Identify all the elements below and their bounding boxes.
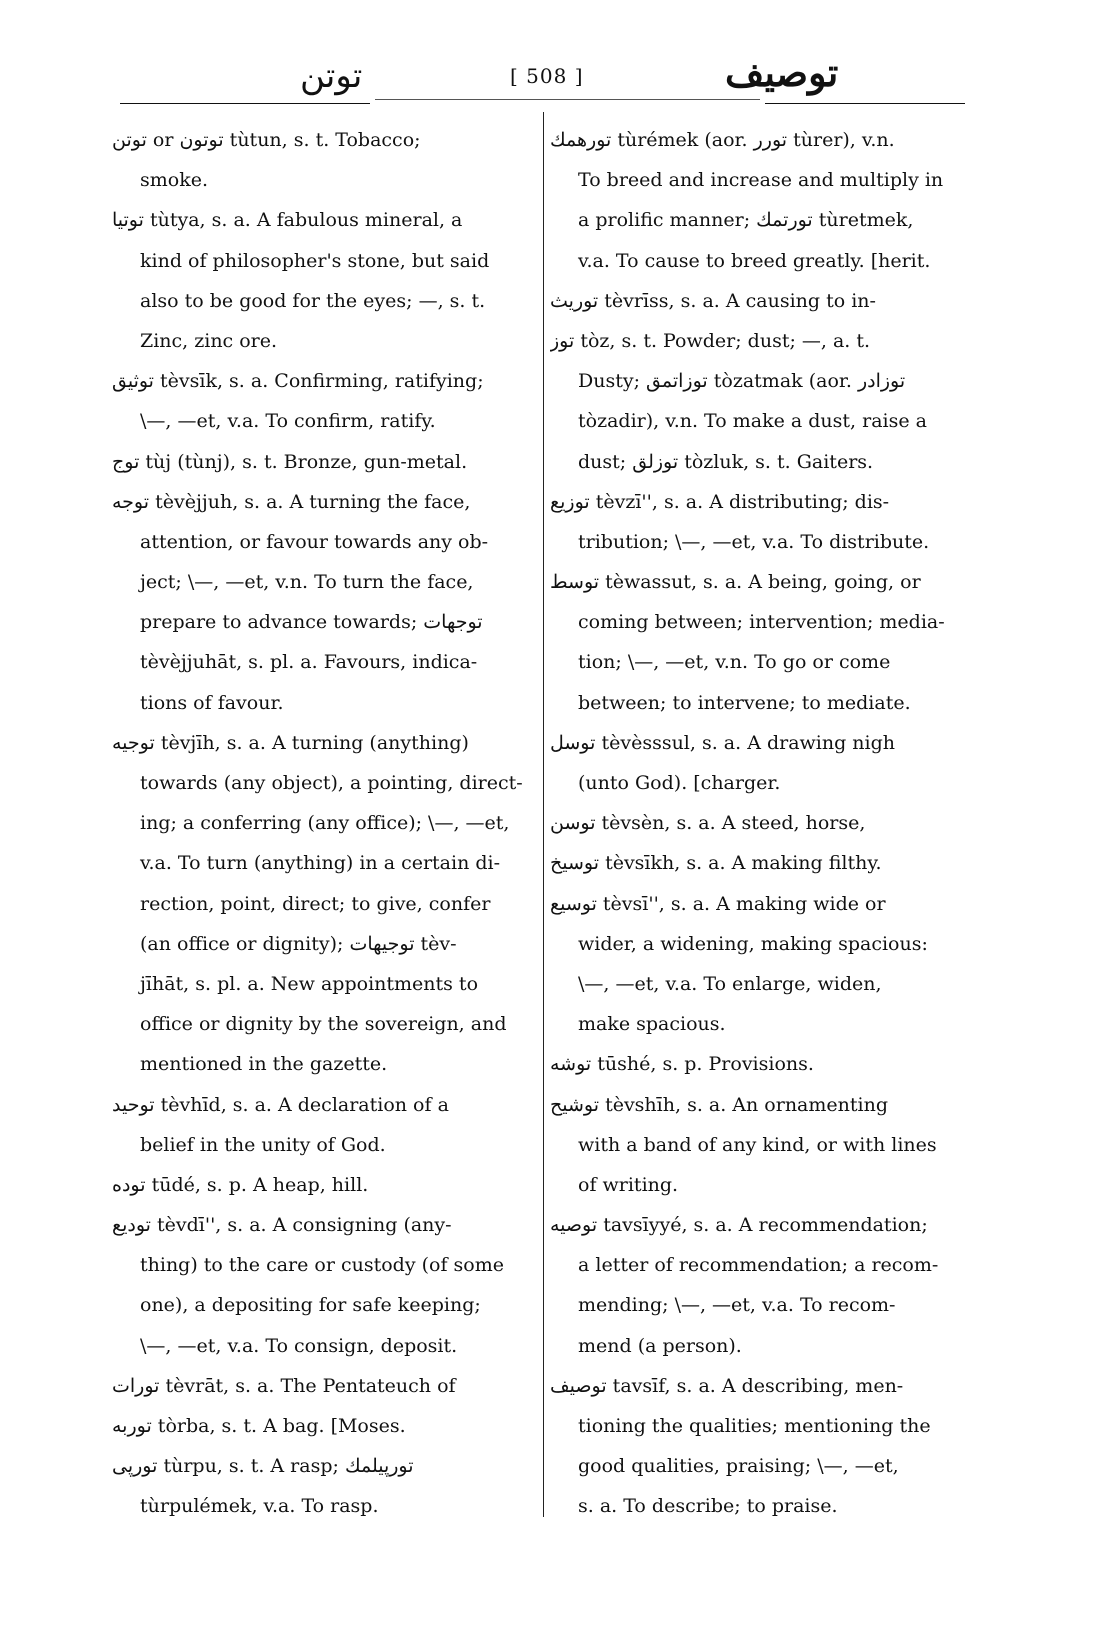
entry-headword-line: توده tūdé, s. p. A heap, hill. bbox=[112, 1173, 369, 1196]
header-rule-center bbox=[375, 99, 760, 100]
entry-continuation-line: one), a depositing for safe keeping; bbox=[140, 1294, 481, 1317]
entry-headword-line: توريث tèvrīss, s. a. A causing to in- bbox=[550, 289, 876, 312]
entry-headword-line: توشيح tèvshīh, s. a. An ornamenting bbox=[550, 1093, 888, 1116]
entry-continuation-line: a prolific manner; تورتمك tùretmek, bbox=[578, 209, 914, 232]
entry-headword-line: توسيخ tèvsīkh, s. a. A making filthy. bbox=[550, 852, 882, 875]
column-divider bbox=[543, 112, 544, 1517]
page-header bbox=[0, 50, 1113, 110]
entry-headword-line: توجه tèvèjjuh, s. a. A turning the face, bbox=[112, 490, 471, 513]
entry-continuation-line: tioning the qualities; mentioning the bbox=[578, 1415, 931, 1437]
entry-continuation-line: wider, a widening, making spacious: bbox=[578, 932, 928, 955]
entry-headword-line: تورپى tùrpu, s. t. A rasp; تورپيلمك bbox=[112, 1455, 414, 1478]
entry-continuation-line: v.a. To cause to breed greatly. [herit. bbox=[578, 249, 931, 272]
entry-continuation-line: \—, —et, v.a. To confirm, ratify. bbox=[140, 410, 436, 433]
entry-continuation-line: coming between; intervention; media- bbox=[578, 611, 945, 634]
entry-continuation-line: make spacious. bbox=[578, 1013, 726, 1036]
entry-continuation-line: a letter of recommendation; a recom- bbox=[578, 1254, 939, 1277]
entry-continuation-line: To breed and increase and multiply in bbox=[578, 169, 944, 192]
entry-headword-line: توحيد tèvhīd, s. a. A declaration of a bbox=[112, 1093, 449, 1116]
entry-continuation-line: with a band of any kind, or with lines bbox=[578, 1133, 937, 1156]
entry-headword-line: توتن or توتون tùtun, s. t. Tobacco; bbox=[112, 129, 421, 151]
entry-continuation-line: rection, point, direct; to give, confer bbox=[140, 892, 491, 915]
entry-headword-line: توز tòz, s. t. Powder; dust; —, a. t. bbox=[550, 329, 871, 352]
entry-continuation-line: mending; \—, —et, v.a. To recom- bbox=[578, 1294, 896, 1317]
entry-headword-line: توجيه tèvjīh, s. a. A turning (anything) bbox=[112, 731, 469, 754]
entry-continuation-line: tòzadir), v.n. To make a dust, raise a bbox=[578, 410, 927, 433]
entry-continuation-line: mend (a person). bbox=[578, 1334, 742, 1357]
right-column bbox=[550, 120, 965, 1527]
entry-continuation-line: kind of philosopher's stone, but said bbox=[140, 249, 490, 272]
entry-headword-line: توج tùj (tùnj), s. t. Bronze, gun-metal. bbox=[112, 450, 468, 473]
entry-headword-line: تورهمك tùrémek (aor. تورر tùrer), v.n. bbox=[550, 129, 895, 151]
entry-continuation-line: \—, —et, v.a. To consign, deposit. bbox=[140, 1334, 458, 1357]
left-column bbox=[112, 120, 527, 1527]
entry-headword-line: تورات tèvrāt, s. a. The Pentateuch of bbox=[112, 1374, 456, 1397]
entry-headword-line: توصيه tavsīyyé, s. a. A recommendation; bbox=[550, 1214, 928, 1237]
entry-continuation-line: s. a. To describe; to praise. bbox=[578, 1495, 838, 1518]
entry-headword-line: توديع tèvdī'', s. a. A consigning (any- bbox=[112, 1214, 452, 1237]
entry-continuation-line: mentioned in the gazette. bbox=[140, 1053, 388, 1076]
entry-continuation-line: (an office or dignity); توجيهات tèv- bbox=[140, 932, 457, 955]
entry-headword-line: توسل tèvèsssul, s. a. A drawing nigh bbox=[550, 731, 896, 754]
entry-continuation-line: attention, or favour towards any ob- bbox=[140, 530, 489, 553]
header-right-guide-word: توصيف bbox=[725, 50, 839, 95]
entry-continuation-line: ject; \—, —et, v.n. To turn the face, bbox=[140, 571, 474, 594]
entry-continuation-line: (unto God). [charger. bbox=[578, 772, 781, 794]
entry-continuation-line: good qualities, praising; \—, —et, bbox=[578, 1455, 899, 1478]
page-number: [ 508 ] bbox=[510, 64, 584, 88]
entry-headword-line: توثيق tèvsīk, s. a. Confirming, ratifying; bbox=[112, 370, 484, 393]
entry-headword-line: توشه tūshé, s. p. Provisions. bbox=[550, 1053, 814, 1076]
entry-continuation-line: tribution; \—, —et, v.a. To distribute. bbox=[578, 530, 930, 553]
entry-continuation-line: tions of favour. bbox=[140, 691, 284, 714]
entry-continuation-line: tèvèjjuhāt, s. pl. a. Favours, indica- bbox=[140, 651, 478, 674]
entry-continuation-line: belief in the unity of God. bbox=[140, 1133, 386, 1156]
header-left-guide-word: توتن bbox=[300, 56, 363, 96]
entry-headword-line: توسط tèwassut, s. a. A being, going, or bbox=[550, 571, 921, 594]
header-rule-right bbox=[765, 103, 965, 104]
entry-headword-line: توزيع tèvzī'', s. a. A distributing; dis- bbox=[550, 490, 890, 513]
entry-continuation-line: Dusty; توزاتمق tòzatmak (aor. توزادر bbox=[578, 370, 906, 393]
entry-continuation-line: between; to intervene; to mediate. bbox=[578, 691, 911, 714]
entry-continuation-line: prepare to advance towards; توجهات bbox=[140, 611, 483, 634]
entry-continuation-line: Zinc, zinc ore. bbox=[140, 329, 278, 352]
header-rule-left bbox=[120, 103, 370, 104]
entry-continuation-line: \—, —et, v.a. To enlarge, widen, bbox=[578, 972, 882, 995]
entry-continuation-line: of writing. bbox=[578, 1173, 679, 1196]
entry-continuation-line: v.a. To turn (anything) in a certain di- bbox=[140, 852, 501, 875]
entry-headword-line: توسيع tèvsī'', s. a. A making wide or bbox=[550, 892, 886, 915]
entry-headword-line: توربه tòrba, s. t. A bag. [Moses. bbox=[112, 1415, 406, 1437]
entry-continuation-line: dust; توزلق tòzluk, s. t. Gaiters. bbox=[578, 450, 874, 473]
entry-headword-line: توسن tèvsèn, s. a. A steed, horse, bbox=[550, 812, 866, 835]
entry-headword-line: توتيا tùtya, s. a. A fabulous mineral, a bbox=[112, 209, 463, 232]
entry-continuation-line: also to be good for the eyes; —, s. t. bbox=[140, 289, 486, 312]
entry-continuation-line: towards (any object), a pointing, direct- bbox=[140, 772, 523, 794]
entry-continuation-line: office or dignity by the sovereign, and bbox=[140, 1013, 507, 1036]
entry-continuation-line: smoke. bbox=[140, 169, 209, 192]
entry-headword-line: توصيف tavsīf, s. a. A describing, men- bbox=[550, 1374, 904, 1397]
entry-continuation-line: thing) to the care or custody (of some bbox=[140, 1254, 504, 1277]
entry-continuation-line: tùrpulémek, v.a. To rasp. bbox=[140, 1495, 379, 1518]
entry-continuation-line: ing; a conferring (any office); \—, —et, bbox=[140, 812, 510, 835]
entry-continuation-line: tion; \—, —et, v.n. To go or come bbox=[578, 651, 891, 674]
entry-continuation-line: jīhāt, s. pl. a. New appointments to bbox=[140, 972, 479, 995]
